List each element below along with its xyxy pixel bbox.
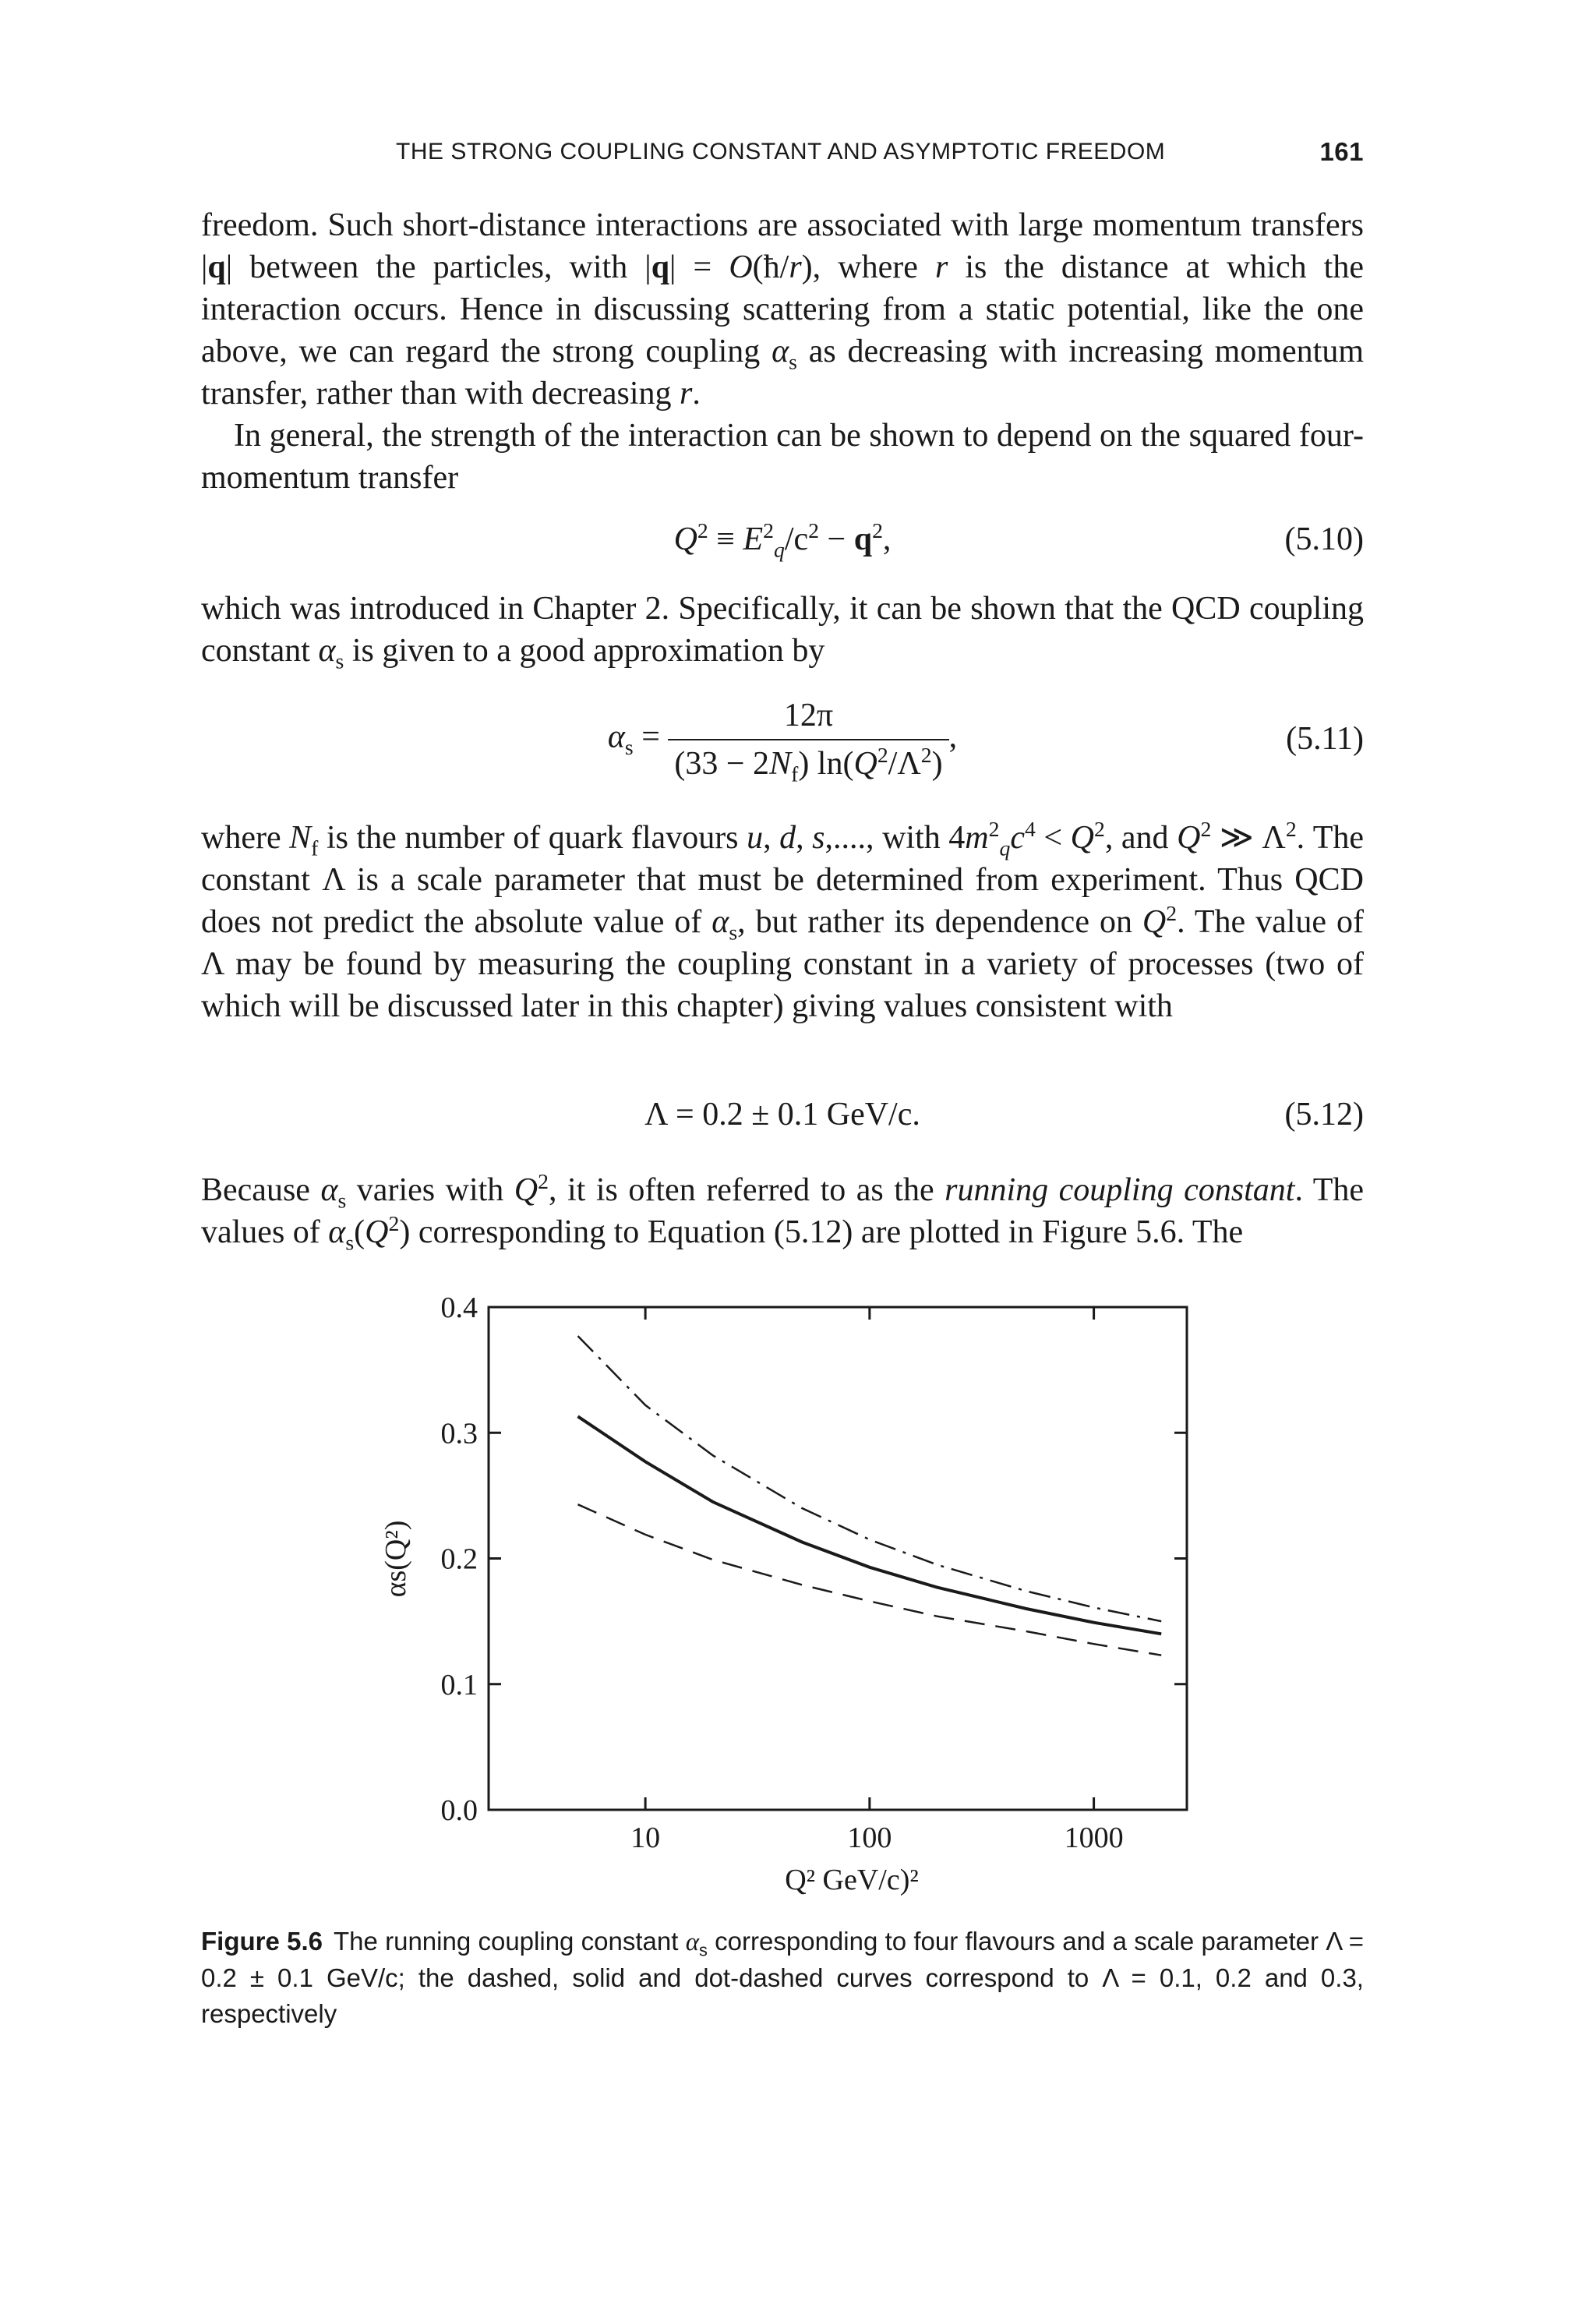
x-tick-label: 1000 <box>1064 1822 1124 1854</box>
figure-caption: Figure 5.6 The running coupling constant $\alpha_s$ corresponding to four flavours and a scale parameter Λ = 0.2 ± 0.1 GeV/c; the dashed, solid and dot-dashed curves correspond to Λ = 0.1, 0.2 and 0.3, respectively <box>201 1927 1364 2028</box>
y-axis-label: αs(Q²) <box>380 1520 412 1598</box>
y-tick-label: 0.4 <box>440 1292 478 1324</box>
equation-5-11: $\alpha_s$ = $\frac{12\pi}{(33 - 2N_f) \ln(Q^2/\Lambda^2)}$ , (5.11) <box>607 698 1364 786</box>
dashed-curve <box>578 1504 1162 1655</box>
x-tick-label: 100 <box>847 1822 892 1854</box>
running-head-title: THE STRONG COUPLING CONSTANT AND ASYMPTOTIC FREEDOM <box>396 139 1166 164</box>
y-tick-label: 0.0 <box>440 1794 478 1827</box>
paragraph-5: Because $\alpha_s$ varies with $Q^2$, it is often referred to as the running coupling constant. The values of $\alpha_s(Q^2)$ corresponding to Equation (5.12) are plotted in Figure 5.6. The <box>201 1169 1365 1255</box>
x-axis-label: Q² GeV/c)² <box>785 1864 919 1896</box>
paragraph-4: where $N_f$ is the number of quark flavours u, d, s,...., with $4m^2_qc^4 < Q^2$, and $Q^2$ ≫ $\Lambda^2$. The constant Λ is a scale parameter that must be determined from experiment. Thus QCD does not predict the absolute value of $\alpha_s$, but rather its dependence on $Q^2$. The value of Λ may be found by measuring the coupling constant in a variety of processes (two of which will be discussed later in this chapter) giving values consistent with <box>201 817 1365 1024</box>
plot-frame <box>489 1307 1187 1810</box>
equation-number: (5.10) <box>1284 521 1364 557</box>
paragraph-2: In general, the strength of the interaction can be shown to depend on the squared four-momentum transfer <box>201 418 1364 496</box>
figure-label: Figure 5.6 <box>201 1927 323 1956</box>
equation-5-12: Λ = 0.2 ± 0.1 GeV/c. (5.12) <box>644 1097 1364 1132</box>
page-number: 161 <box>1319 137 1364 166</box>
paragraph-3: which was introduced in Chapter 2. Specifically, it can be shown that the QCD coupling constant $\alpha_s$ is given to a good approximation by <box>201 591 1364 673</box>
y-tick-label: 0.1 <box>440 1668 478 1701</box>
equation-number: (5.12) <box>1284 1097 1364 1132</box>
running-head <box>201 134 1364 173</box>
x-tick-label: 10 <box>630 1822 661 1854</box>
solid-curve <box>578 1416 1162 1634</box>
dot-dashed-curve <box>578 1336 1162 1621</box>
y-tick-label: 0.2 <box>440 1542 478 1576</box>
paragraph-1: freedom. Such short-distance interactions are associated with large momentum transfers |q| between the particles, with |q| = O(ħ/r), where r is the distance at which the interaction occurs. Hence in discussing scattering from a static potential, like the one above, we can regard the strong coupling $\alpha_s$ as decreasing with increasing momentum transfer, rather than with decreasing r. In general, the strength of the interaction can be shown to depend on the squared four-momentum transfer <box>201 204 1364 499</box>
equation-5-10: $Q^2 \equiv E^2_q/c^2 - q^2$, (5.10) <box>673 518 1364 562</box>
equation-number: (5.11) <box>1286 721 1364 757</box>
y-tick-label: 0.3 <box>440 1417 478 1451</box>
